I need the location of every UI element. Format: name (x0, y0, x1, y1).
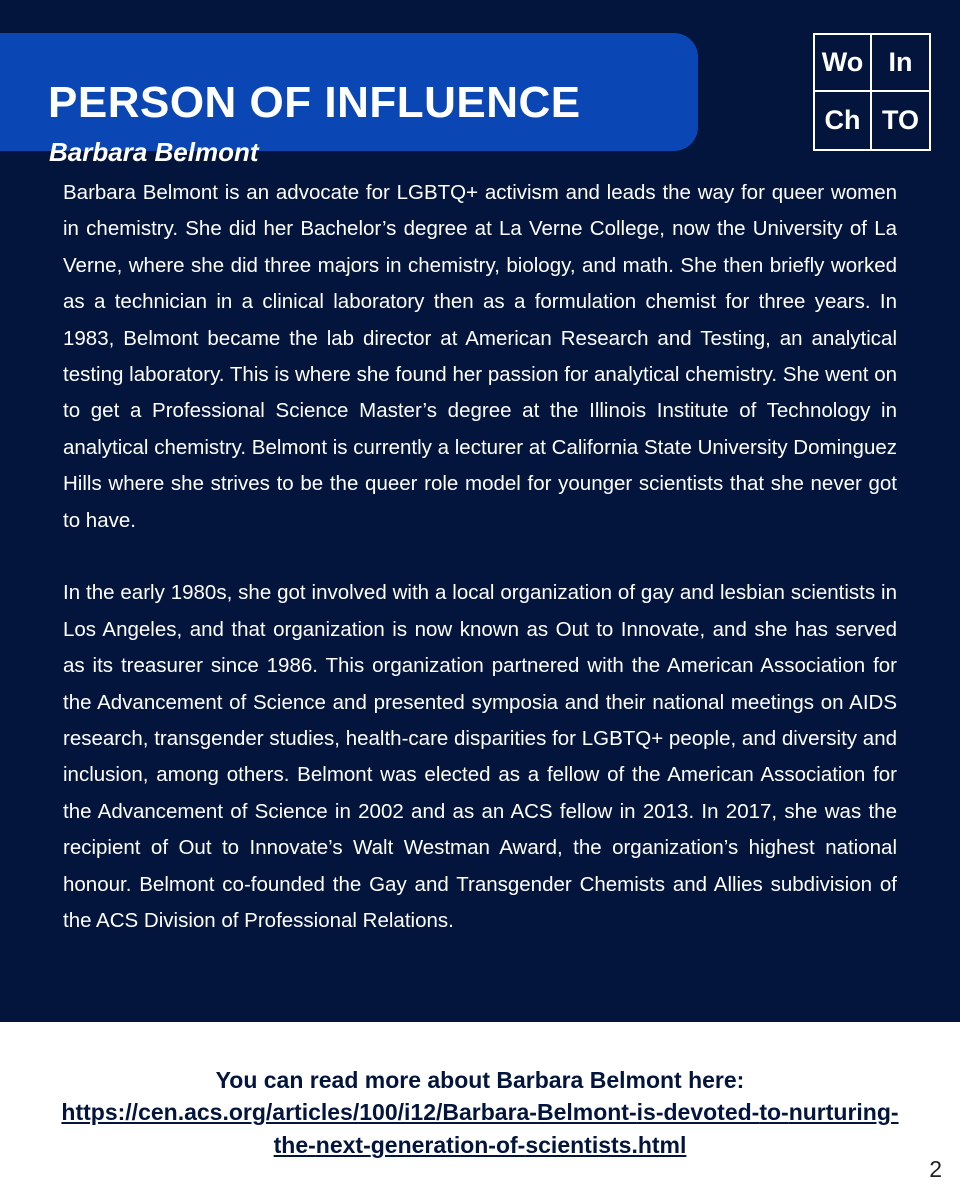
page-number: 2 (929, 1156, 942, 1182)
person-name: Barbara Belmont (49, 137, 259, 167)
logo-cell-to: TO (881, 105, 919, 135)
logo-cell-in: In (872, 35, 929, 92)
footer (0, 1022, 960, 1200)
logo-cell-ch: Ch (815, 92, 872, 149)
logo-cell-wo: Wo (815, 35, 872, 92)
header-banner (0, 33, 698, 167)
biography (63, 175, 897, 940)
page-title: PERSON OF INFLUENCE (48, 78, 581, 127)
article-link[interactable]: https://cen.acs.org/articles/100/i12/Barbara-Belmont-is-devoted-to-nurturing-the-next-generation-of-scientists.html (61, 1099, 899, 1158)
biography-paragraph-1: Barbara Belmont is an advocate for LGBTQ+ activism and leads the way for queer women in chemistry. She did her Bachelor’s degree at La Verne College, now the University of La Verne, where she did three majors in chemistry, biology, and math. She then briefly worked as a technician in a clinical laboratory then as a formulation chemist for three years. In 1983, Belmont became the lab director at American Research and Testing, an analytical testing laboratory. This is where she found her passion for analytical chemistry. She went on to get a Professional Science Master’s degree at the Illinois Institute of Technology in analytical chemistry. Belmont is currently a lecturer at California State University Dominguez Hills where she strives to be the queer role model for younger scientists that she never got to have. (63, 181, 897, 532)
biography-paragraph-2: In the early 1980s, she got involved with a local organization of gay and lesbian scientists in Los Angeles, and that organization is now known as Out to Innovate, and she has served as its treasurer since 1986. This organization partnered with the American Association for the Advancement of Science and presented symposia and their national meetings on AIDS research, transgender studies, health-care disparities for LGBTQ+ people, and diversity and inclusion, among others. Belmont was elected as a fellow of the American Association for the Advancement of Science in 2002 and as an ACS fellow in 2013. In 2017, she was the recipient of Out to Innovate’s Walt Westman Award, the organization’s highest national honour. Belmont co-founded the Gay and Transgender Chemists and Allies subdivision of the ACS Division of Professional Relations. (63, 581, 897, 933)
wochto-logo (813, 33, 931, 151)
read-more-label: You can read more about Barbara Belmont here: (215, 1067, 745, 1093)
